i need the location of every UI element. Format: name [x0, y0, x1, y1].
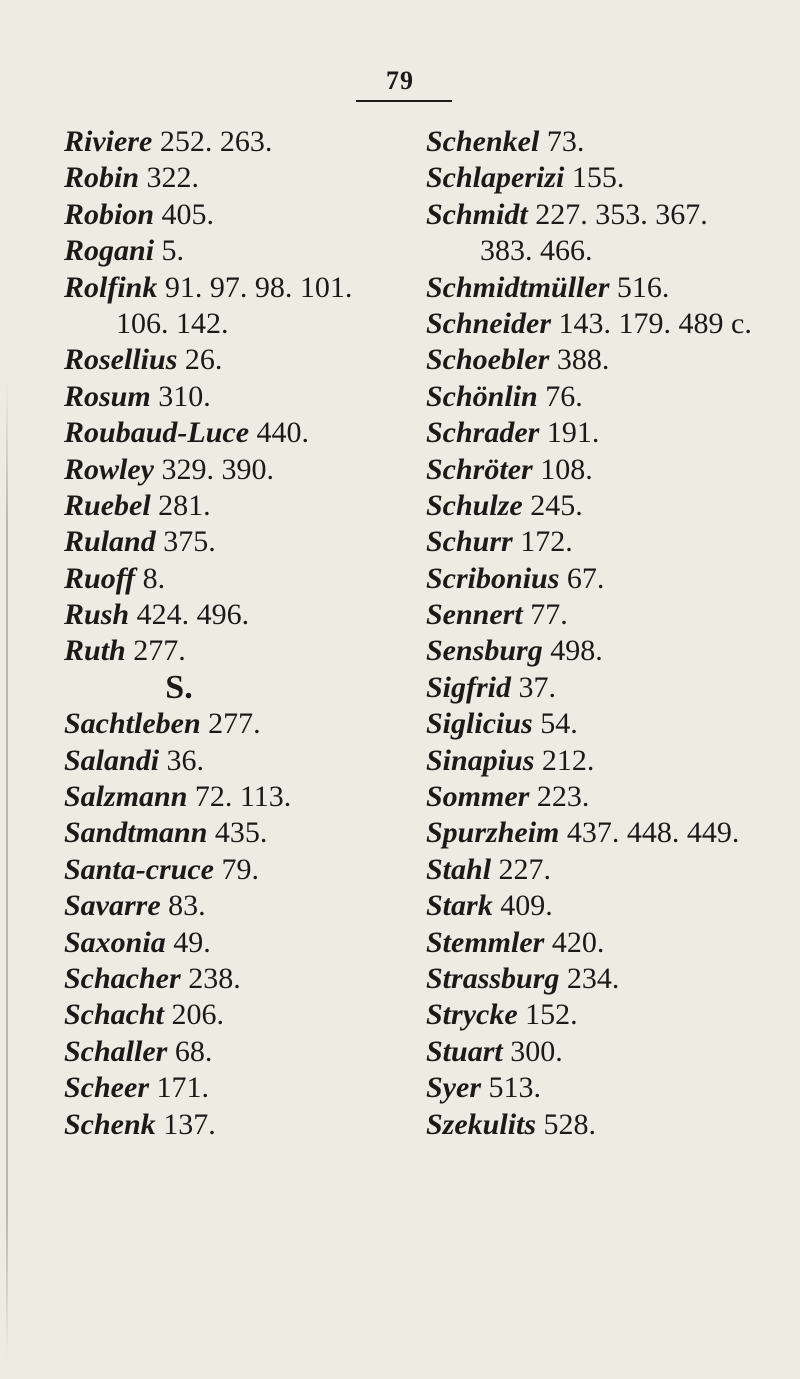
index-entry — [64, 633, 444, 669]
entry-pages: 49. — [173, 925, 211, 959]
index-entry — [426, 852, 796, 888]
entry-pages: 77. — [530, 598, 568, 632]
entry-pages: 424. 496. — [136, 598, 250, 632]
entry-name: Schurr — [426, 525, 513, 559]
index-entry — [64, 524, 444, 560]
entry-name: Strassburg — [426, 961, 560, 995]
entry-name: Ruoff — [64, 561, 136, 595]
entry-pages: 405. — [161, 197, 215, 231]
entry-name: Robin — [64, 161, 140, 195]
index-entry-continuation — [64, 306, 444, 342]
entry-name: Schrader — [426, 416, 540, 450]
entry-name: Stuart — [426, 1034, 503, 1068]
section-letter: S. — [165, 668, 193, 706]
index-entry — [426, 124, 796, 160]
index-entry — [64, 1107, 444, 1143]
index-entry — [426, 706, 796, 742]
index-entry — [64, 415, 444, 451]
entry-pages: 106. 142. — [116, 306, 229, 340]
header-rule — [356, 100, 452, 102]
entry-pages: 152. — [525, 998, 578, 1032]
index-entry — [64, 1070, 444, 1106]
entry-pages: 72. 113. — [194, 780, 292, 814]
index-entry — [426, 633, 796, 669]
entry-pages: 375. — [163, 525, 216, 559]
entry-name: Schlaperizi — [426, 161, 565, 195]
entry-pages: 5. — [161, 234, 185, 268]
index-entry — [64, 961, 444, 997]
entry-pages: 68. — [174, 1034, 213, 1068]
entry-name: Scribonius — [426, 561, 560, 595]
entry-name: Syer — [426, 1071, 481, 1105]
entry-name: Rosellius — [64, 343, 178, 377]
entry-pages: 37. — [518, 670, 557, 704]
entry-pages: 26. — [184, 343, 223, 377]
index-entry — [426, 197, 796, 233]
page-edge-shadow — [6, 380, 8, 1360]
index-entry — [426, 925, 796, 961]
index-entry — [64, 852, 444, 888]
index-entry — [426, 306, 796, 342]
entry-pages: 437. 448. 449. — [566, 816, 740, 850]
index-entry — [426, 415, 796, 451]
entry-pages: 383. 466. — [480, 234, 593, 268]
entry-name: Sommer — [426, 780, 530, 814]
entry-pages: 79. — [221, 852, 259, 886]
index-entry — [64, 888, 444, 924]
index-entry — [426, 670, 796, 706]
entry-pages: 212. — [541, 743, 595, 777]
entry-name: Szekulits — [426, 1107, 537, 1141]
entry-pages: 329. 390. — [161, 452, 274, 486]
entry-pages: 300. — [510, 1034, 563, 1068]
entry-pages: 252. 263. — [159, 125, 273, 158]
entry-pages: 528. — [543, 1107, 597, 1141]
index-entry — [64, 561, 444, 597]
entry-name: Scheer — [64, 1071, 149, 1105]
index-column-left — [64, 124, 444, 1143]
entry-name: Saxonia — [64, 925, 166, 959]
index-entry — [64, 124, 444, 160]
entry-name: Schaller — [64, 1034, 168, 1068]
index-entry — [64, 233, 444, 269]
index-entry — [64, 452, 444, 488]
entry-pages: 227. 353. 367. — [535, 197, 708, 231]
entry-name: Spurzheim — [426, 816, 560, 850]
entry-pages: 409. — [500, 889, 553, 923]
entry-pages: 281. — [158, 488, 211, 522]
entry-name: Sinapius — [426, 743, 535, 777]
entry-name: Schenk — [64, 1107, 156, 1141]
index-entry — [64, 488, 444, 524]
entry-name: Ruebel — [64, 488, 151, 522]
entry-name: Schmidt — [426, 197, 528, 231]
index-entry — [426, 379, 796, 415]
entry-pages: 440. — [256, 416, 310, 450]
page-number: 79 — [386, 66, 414, 95]
index-entry — [64, 925, 444, 961]
entry-name: Schenkel — [426, 125, 540, 158]
entry-pages: 277. — [133, 634, 186, 668]
index-entry — [64, 779, 444, 815]
index-entry — [426, 888, 796, 924]
entry-pages: 91. 97. 98. 101. — [164, 270, 353, 304]
index-entry — [426, 779, 796, 815]
entry-name: Schacher — [64, 961, 181, 995]
entry-name: Salandi — [64, 743, 160, 777]
entry-pages: 322. — [146, 161, 200, 195]
index-entry — [64, 997, 444, 1033]
entry-name: Schmidtmüller — [426, 270, 610, 304]
entry-pages: 155. — [571, 161, 625, 195]
index-entry — [426, 1034, 796, 1070]
entry-pages: 108. — [540, 452, 593, 486]
entry-pages: 420. — [551, 925, 605, 959]
index-entry — [426, 961, 796, 997]
entry-pages: 498. — [550, 634, 603, 668]
index-entry — [64, 815, 444, 851]
entry-name: Rosum — [64, 379, 151, 413]
entry-pages: 67. — [566, 561, 605, 595]
index-entry — [426, 524, 796, 560]
entry-name: Rush — [64, 598, 130, 632]
index-entry — [426, 1107, 796, 1143]
entry-pages: 227. — [498, 852, 552, 886]
entry-name: Stahl — [426, 852, 492, 886]
index-entry — [426, 597, 796, 633]
index-entry — [426, 743, 796, 779]
entry-name: Sandtmann — [64, 816, 208, 850]
entry-name: Schönlin — [426, 379, 538, 413]
entry-pages: 516. — [616, 270, 670, 304]
index-entry — [426, 488, 796, 524]
entry-pages: 83. — [168, 889, 206, 923]
index-entry — [426, 1070, 796, 1106]
entry-name: Sachtleben — [64, 707, 201, 741]
index-entry — [426, 997, 796, 1033]
entry-pages: 54. — [540, 707, 578, 741]
entry-pages: 435. — [214, 816, 268, 850]
index-entry — [64, 379, 444, 415]
entry-pages: 172. — [520, 525, 573, 559]
entry-name: Schneider — [426, 306, 552, 340]
entry-name: Rowley — [64, 452, 154, 486]
entry-pages: 223. — [536, 780, 590, 814]
entry-pages: 310. — [158, 379, 211, 413]
entry-name: Roubaud-Luce — [64, 416, 250, 450]
entry-pages: 143. 179. 489 c. — [558, 306, 752, 340]
entry-pages: 76. — [545, 379, 583, 413]
entry-name: Ruth — [64, 634, 126, 668]
entry-name: Schoebler — [426, 343, 550, 377]
index-column-right — [426, 124, 796, 1143]
index-entry — [426, 452, 796, 488]
index-entry — [64, 270, 444, 306]
entry-pages: 191. — [546, 416, 600, 450]
index-entry — [426, 815, 796, 851]
index-entry-continuation — [426, 233, 796, 269]
index-entry — [426, 561, 796, 597]
entry-name: Stemmler — [426, 925, 545, 959]
entry-name: Strycke — [426, 998, 518, 1032]
entry-name: Rolfink — [64, 270, 158, 304]
entry-name: Schacht — [64, 998, 165, 1032]
entry-pages: 206. — [171, 998, 225, 1032]
entry-name: Santa-cruce — [64, 852, 214, 886]
entry-pages: 234. — [566, 961, 620, 995]
entry-name: Rogani — [64, 234, 155, 268]
entry-pages: 171. — [156, 1071, 209, 1105]
entry-name: Stark — [426, 889, 493, 923]
entry-name: Savarre — [64, 889, 161, 923]
index-entry — [64, 197, 444, 233]
entry-name: Sennert — [426, 598, 523, 632]
index-entry — [426, 160, 796, 196]
entry-name: Siglicius — [426, 707, 533, 741]
entry-pages: 137. — [163, 1107, 216, 1141]
entry-pages: 388. — [556, 343, 610, 377]
index-entry — [426, 270, 796, 306]
index-entry — [64, 743, 444, 779]
entry-name: Salzmann — [64, 780, 188, 814]
index-entry — [64, 160, 444, 196]
entry-name: Riviere — [64, 125, 153, 158]
entry-pages: 73. — [546, 125, 585, 158]
index-entry — [64, 706, 444, 742]
entry-pages: 238. — [188, 961, 241, 995]
entry-name: Sensburg — [426, 634, 543, 668]
entry-name: Schulze — [426, 488, 523, 522]
index-entry — [64, 597, 444, 633]
entry-pages: 8. — [142, 561, 166, 595]
entry-name: Sigfrid — [426, 670, 512, 704]
entry-pages: 245. — [530, 488, 583, 522]
index-entry — [426, 342, 796, 378]
entry-name: Ruland — [64, 525, 156, 559]
index-entry — [64, 342, 444, 378]
index-entry — [64, 1034, 444, 1070]
entry-pages: 513. — [488, 1071, 541, 1105]
entry-pages: 36. — [166, 743, 205, 777]
entry-name: Robion — [64, 197, 155, 231]
entry-name: Schröter — [426, 452, 533, 486]
entry-pages: 277. — [208, 707, 261, 741]
